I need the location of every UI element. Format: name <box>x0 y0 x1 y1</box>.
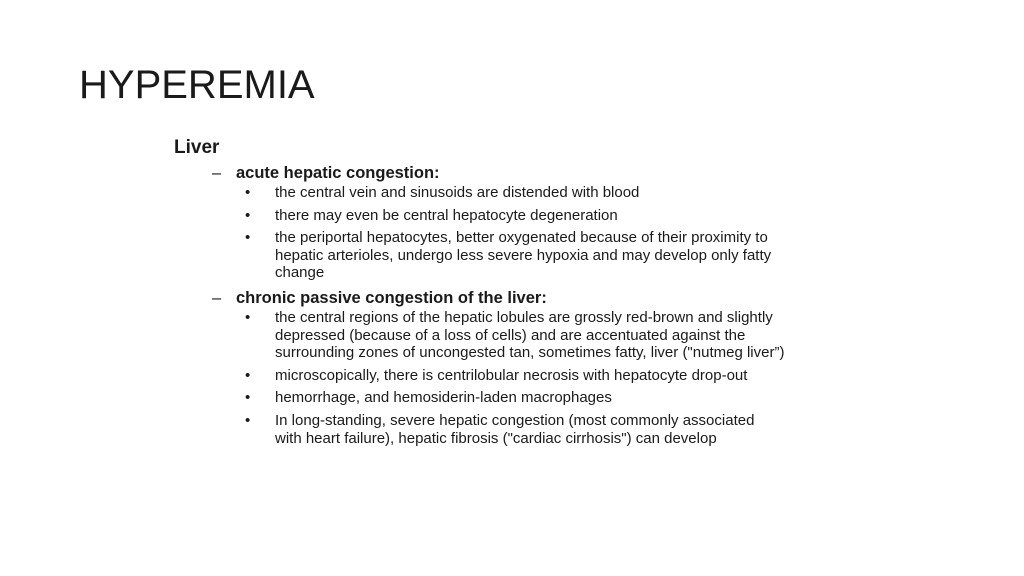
slide-title: HYPEREMIA <box>79 63 315 107</box>
bullet-marker: • <box>245 366 251 384</box>
list-item <box>174 389 785 407</box>
list-item <box>174 412 785 447</box>
list-item <box>174 207 785 225</box>
bullet-text: hemorrhage, and hemosiderin-laden macrophages <box>275 389 612 407</box>
bullet-marker: • <box>245 411 251 429</box>
list-item <box>174 309 785 362</box>
dash-marker: – <box>212 288 222 307</box>
section-acute-congestion <box>174 162 794 184</box>
bullet-marker: • <box>245 229 251 247</box>
bullet-text: the periportal hepatocytes, better oxygenated because of their proximity to hepatic arterioles, undergo less severe hypoxia and may develop only fatty change <box>275 229 772 282</box>
bullet-text: In long-standing, severe hepatic congestion (most commonly associated with heart failure), hepatic fibrosis ("cardiac cirrhosis") can develop <box>275 411 755 447</box>
heading-liver: Liver <box>174 137 220 158</box>
bullet-marker: • <box>245 389 251 407</box>
acute-bullet-list <box>174 184 794 282</box>
dash-marker: – <box>212 164 222 182</box>
section-label: acute hepatic congestion: <box>236 164 440 182</box>
chronic-bullet-list <box>174 309 794 447</box>
list-item <box>174 184 785 202</box>
bullet-text: microscopically, there is centrilobular necrosis with hepatocyte drop-out <box>275 366 748 384</box>
bullet-marker: • <box>245 206 251 224</box>
list-item <box>174 229 785 282</box>
section-label: chronic passive congestion of the liver: <box>236 288 547 307</box>
bullet-text: the central vein and sinusoids are distended with blood <box>275 184 640 201</box>
section-chronic-congestion <box>174 287 794 309</box>
slide-content <box>174 136 794 452</box>
bullet-text: the central regions of the hepatic lobules are grossly red-brown and slightly depressed (because of a loss of cells) and are accentuated against the surrounding zones of uncongested tan, sometimes fatty, liver ("nutmeg liver”) <box>275 308 785 362</box>
list-item <box>174 367 785 385</box>
bullet-marker: • <box>245 184 251 201</box>
bullet-text: there may even be central hepatocyte degeneration <box>275 206 618 224</box>
bullet-marker: • <box>245 308 251 326</box>
